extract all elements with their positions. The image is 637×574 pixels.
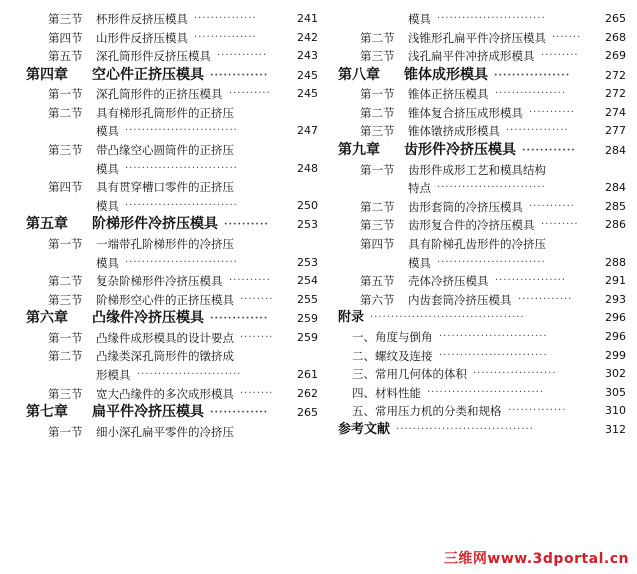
toc-entry-row (338, 85, 626, 104)
toc-page-number: 265 (605, 12, 626, 25)
toc-entry-title: 齿形件冷挤压模具 (404, 142, 516, 159)
toc-entry-title: 凸缘件成形模具的设计要点 (96, 330, 234, 345)
toc-entry-row (338, 272, 626, 291)
toc-entry-title: 宽大凸缘件的多次成形模具 (96, 386, 234, 401)
dot-leader: ················· (494, 69, 571, 81)
toc-entry-title: 复杂阶梯形件冷挤压模具 (96, 274, 223, 289)
dot-leader: ············· (518, 293, 573, 305)
toc-entry-title: 深孔筒形件的正挤压模具 (96, 87, 223, 102)
toc-page-number: 296 (605, 329, 626, 343)
toc-entry-title: 锥体成形模具 (404, 66, 488, 83)
toc-entry-row (26, 291, 318, 310)
toc-entry-label: 第三节 (360, 124, 395, 139)
toc-entry-title: 附录 (338, 310, 365, 326)
dot-leader: ············· (210, 69, 269, 81)
toc-entry-title: 浅锥形孔扁平件冷挤压模具 (408, 30, 546, 45)
toc-entry-label: 第五节 (48, 49, 83, 64)
toc-entry-row (26, 329, 318, 348)
toc-entry-row (26, 235, 318, 254)
dot-leader: ·········· (224, 219, 269, 231)
toc-entry-row (338, 10, 626, 29)
toc-entry-row (338, 29, 626, 48)
toc-entry-label: 第二节 (48, 274, 83, 289)
toc-top-entry-row (338, 309, 626, 328)
toc-entry-label: 第一节 (360, 162, 395, 177)
toc-entry-title: 三、常用几何体的体积 (352, 367, 467, 382)
toc-page-number: 254 (297, 274, 318, 288)
toc-entry-title: 锥体镦挤成形模具 (408, 124, 500, 139)
toc-page-number: 248 (297, 161, 318, 175)
dot-leader: ··············· (506, 125, 569, 137)
toc-entry-title: 浅孔扁平件冲挤成形模具 (408, 49, 535, 64)
dot-leader: ······· (552, 31, 582, 43)
toc-page-number: 261 (297, 368, 318, 381)
toc-entry-title: 具有梯形孔筒形件的正挤压 (96, 105, 234, 120)
dot-leader: ··············· (194, 13, 257, 24)
toc-entry-title: 锥体正挤压模具 (408, 87, 489, 102)
toc-entry-row (26, 85, 318, 104)
toc-entry-title: 一、角度与倒角 (352, 329, 433, 344)
toc-chapter-row (26, 66, 318, 86)
toc-page-number: 247 (297, 124, 318, 138)
toc-entry-title: 二、螺纹及连接 (352, 348, 433, 363)
toc-chapter-row (338, 141, 626, 161)
toc-entry-label: 第一节 (48, 424, 83, 439)
toc-entry-title: 模具 (96, 255, 119, 270)
dot-leader: ················· (495, 275, 567, 287)
toc-entry-title: 阶梯形件冷挤压模具 (92, 216, 218, 233)
toc-entry-title: 形模具 (96, 368, 131, 382)
dot-leader: ············· (210, 313, 269, 325)
dot-leader: ········· (541, 219, 579, 231)
toc-entry-title: 四、材料性能 (352, 385, 421, 400)
toc-entry-label: 第一节 (48, 87, 83, 102)
toc-entry-label: 第二节 (48, 349, 83, 364)
toc-entry-row (338, 216, 626, 235)
toc-chapter-row (26, 309, 318, 329)
dot-leader: ··························· (125, 162, 238, 174)
toc-entry-title: 模具 (96, 124, 119, 139)
dot-leader: ··············· (194, 31, 257, 43)
toc-entry-row (338, 122, 626, 141)
dot-leader: ············· (210, 407, 269, 419)
toc-page-number: 245 (297, 87, 318, 101)
toc-entry-row (338, 347, 626, 366)
toc-entry-label: 第六节 (360, 292, 395, 307)
toc-page-number: 259 (297, 312, 318, 326)
toc-entry-label: 第二节 (360, 199, 395, 214)
toc-page-number: 293 (605, 292, 626, 306)
dot-leader: ········ (240, 331, 274, 343)
dot-leader: ·············· (508, 405, 567, 417)
toc-entry-row (26, 47, 318, 66)
toc-entry-label: 第四节 (48, 30, 83, 45)
dot-leader: ··········· (529, 200, 575, 212)
site-watermark: 三维网www.3dportal.cn (443, 551, 629, 567)
toc-page-number: 285 (605, 199, 626, 213)
toc-entry-title: 内齿套筒冷挤压模具 (408, 292, 512, 307)
dot-leader: ··························· (125, 199, 238, 211)
toc-entry-label: 第三节 (360, 218, 395, 233)
dot-leader: ········ (240, 293, 274, 305)
toc-entry-title: 模具 (96, 198, 119, 213)
toc-page-number: 265 (297, 406, 318, 420)
toc-page-number: 269 (605, 49, 626, 63)
toc-entry-title: 齿形件成形工艺和模具结构 (408, 162, 546, 177)
toc-page-number: 286 (605, 218, 626, 232)
toc-page-number: 284 (605, 144, 626, 158)
dot-leader: ························· (137, 369, 242, 380)
toc-entry-row (26, 197, 318, 216)
toc-entry-title: 模具 (408, 255, 431, 270)
toc-entry-row (26, 104, 318, 123)
dot-leader: ·························· (437, 182, 546, 194)
toc-page-number: 262 (297, 386, 318, 400)
dot-leader: ·········· (229, 88, 271, 100)
toc-chapter-row (338, 66, 626, 86)
dot-leader: ··········· (529, 106, 575, 118)
dot-leader: ·········· (229, 275, 271, 287)
toc-entry-row (26, 254, 318, 273)
toc-entry-title: 具有阶梯孔齿形件的冷挤压 (408, 236, 546, 251)
toc-entry-row (338, 291, 626, 310)
dot-leader: ·························· (439, 349, 548, 361)
toc-entry-label: 第一节 (48, 330, 83, 345)
toc-entry-label: 第三节 (360, 49, 395, 64)
dot-leader: ··························· (125, 125, 238, 137)
toc-entry-row (26, 160, 318, 179)
toc-entry-title: 山形件反挤压模具 (96, 30, 188, 45)
toc-page-number: 299 (605, 348, 626, 362)
dot-leader: ········ (240, 387, 274, 399)
toc-entry-title: 阶梯形空心件的正挤压模具 (96, 292, 234, 307)
toc-entry-title: 杯形件反挤压模具 (96, 12, 188, 26)
toc-page-number: 245 (297, 68, 318, 82)
toc-page-number: 253 (297, 255, 318, 269)
toc-page-number: 253 (297, 218, 318, 232)
toc-entry-label: 第三节 (48, 292, 83, 307)
toc-entry-row (26, 385, 318, 404)
toc-left-column (26, 10, 318, 441)
toc-entry-label: 第三节 (48, 143, 83, 158)
toc-entry-row (26, 423, 318, 442)
toc-entry-label: 第八章 (338, 66, 380, 83)
toc-page-number: 310 (605, 404, 626, 418)
toc-entry-label: 第三节 (48, 12, 83, 26)
toc-entry-title: 五、常用压力机的分类和规格 (352, 404, 502, 419)
toc-page-number: 288 (605, 255, 626, 269)
toc-page-number: 284 (605, 181, 626, 195)
toc-entry-title: 细小深孔扁平零件的冷挤压 (96, 424, 234, 439)
dot-leader: ···························· (427, 386, 545, 398)
toc-entry-title: 具有贯穿槽口零件的正挤压 (96, 180, 234, 195)
toc-top-entry-row (338, 421, 626, 440)
toc-entry-row (338, 328, 626, 347)
dot-leader: ········· (541, 50, 579, 62)
toc-entry-title: 深孔筒形件反挤压模具 (96, 49, 211, 64)
toc-entry-row (26, 122, 318, 141)
toc-chapter-row (26, 403, 318, 423)
toc-right-column (338, 10, 626, 439)
toc-entry-label: 第五节 (360, 274, 395, 289)
dot-leader: ··························· (125, 256, 238, 268)
toc-entry-title: 齿形复合件的冷挤压模具 (408, 218, 535, 233)
toc-entry-row (26, 366, 318, 385)
toc-page-number: 259 (297, 330, 318, 344)
toc-entry-label: 第五章 (26, 216, 68, 233)
dot-leader: ····································· (370, 312, 525, 324)
toc-page-number: 255 (297, 292, 318, 306)
toc-entry-row (338, 402, 626, 421)
toc-page-number: 274 (605, 105, 626, 119)
toc-entry-row (338, 161, 626, 180)
toc-entry-row (338, 104, 626, 123)
toc-entry-row (338, 384, 626, 403)
toc-entry-row (26, 10, 318, 29)
toc-entry-label: 第六章 (26, 310, 68, 327)
dot-leader: ············ (217, 50, 268, 62)
toc-entry-title: 参考文献 (338, 421, 391, 437)
toc-entry-label: 第一节 (48, 236, 83, 251)
toc-page-number: 272 (605, 87, 626, 101)
toc-entry-label: 第七章 (26, 404, 68, 421)
toc-entry-row (338, 198, 626, 217)
toc-entry-row (338, 365, 626, 384)
toc-chapter-row (26, 215, 318, 235)
dot-leader: ············ (522, 145, 576, 157)
toc-page-number: 241 (297, 12, 318, 25)
toc-entry-label: 第四节 (48, 180, 83, 195)
toc-entry-title: 锥体复合挤压成形模具 (408, 105, 523, 120)
toc-entry-row (26, 347, 318, 366)
toc-entry-title: 齿形套筒的冷挤压模具 (408, 199, 523, 214)
toc-entry-row (26, 141, 318, 160)
toc-entry-title: 模具 (96, 161, 119, 176)
toc-entry-label: 第四章 (26, 66, 68, 83)
toc-entry-row (26, 272, 318, 291)
toc-page-number: 268 (605, 30, 626, 44)
toc-page-number: 272 (605, 68, 626, 82)
toc-page-number: 312 (605, 422, 626, 436)
dot-leader: ·························· (437, 13, 546, 24)
toc-entry-title: 凸缘类深孔筒形件的镦挤成 (96, 349, 234, 364)
toc-page-number: 242 (297, 30, 318, 44)
toc-entry-label: 第三节 (48, 386, 83, 401)
toc-entry-row (338, 179, 626, 198)
dot-leader: ································· (396, 423, 534, 435)
toc-entry-title: 带凸缘空心圆筒件的正挤压 (96, 143, 234, 158)
toc-entry-row (26, 29, 318, 48)
toc-entry-label: 第二节 (48, 105, 83, 120)
toc-entry-label: 第二节 (360, 30, 395, 45)
toc-entry-row (338, 235, 626, 254)
toc-page-number: 291 (605, 274, 626, 288)
toc-entry-row (26, 178, 318, 197)
toc-entry-label: 第四节 (360, 236, 395, 251)
dot-leader: ·························· (437, 256, 546, 268)
toc-entry-title: 扁平件冷挤压模具 (92, 404, 204, 421)
toc-entry-title: 特点 (408, 181, 431, 196)
toc-page-number: 305 (605, 385, 626, 399)
toc-entry-title: 凸缘件冷挤压模具 (92, 310, 204, 327)
dot-leader: ················· (495, 88, 567, 100)
toc-page-number: 296 (605, 311, 626, 325)
toc-entry-row (338, 47, 626, 66)
toc-page-number: 243 (297, 49, 318, 63)
toc-entry-label: 第一节 (360, 87, 395, 102)
toc-page-number: 250 (297, 198, 318, 212)
dot-leader: ·························· (439, 330, 548, 342)
toc-entry-label: 第二节 (360, 105, 395, 120)
toc-entry-title: 模具 (408, 12, 431, 26)
toc-entry-row (338, 254, 626, 273)
toc-entry-title: 一端带孔阶梯形件的冷挤压 (96, 236, 234, 251)
toc-page-number: 302 (605, 367, 626, 381)
toc-entry-title: 空心件正挤压模具 (92, 66, 204, 83)
toc-page-number: 277 (605, 124, 626, 138)
toc-entry-title: 壳体冷挤压模具 (408, 274, 489, 289)
dot-leader: ···················· (473, 368, 557, 380)
toc-entry-label: 第九章 (338, 142, 380, 159)
